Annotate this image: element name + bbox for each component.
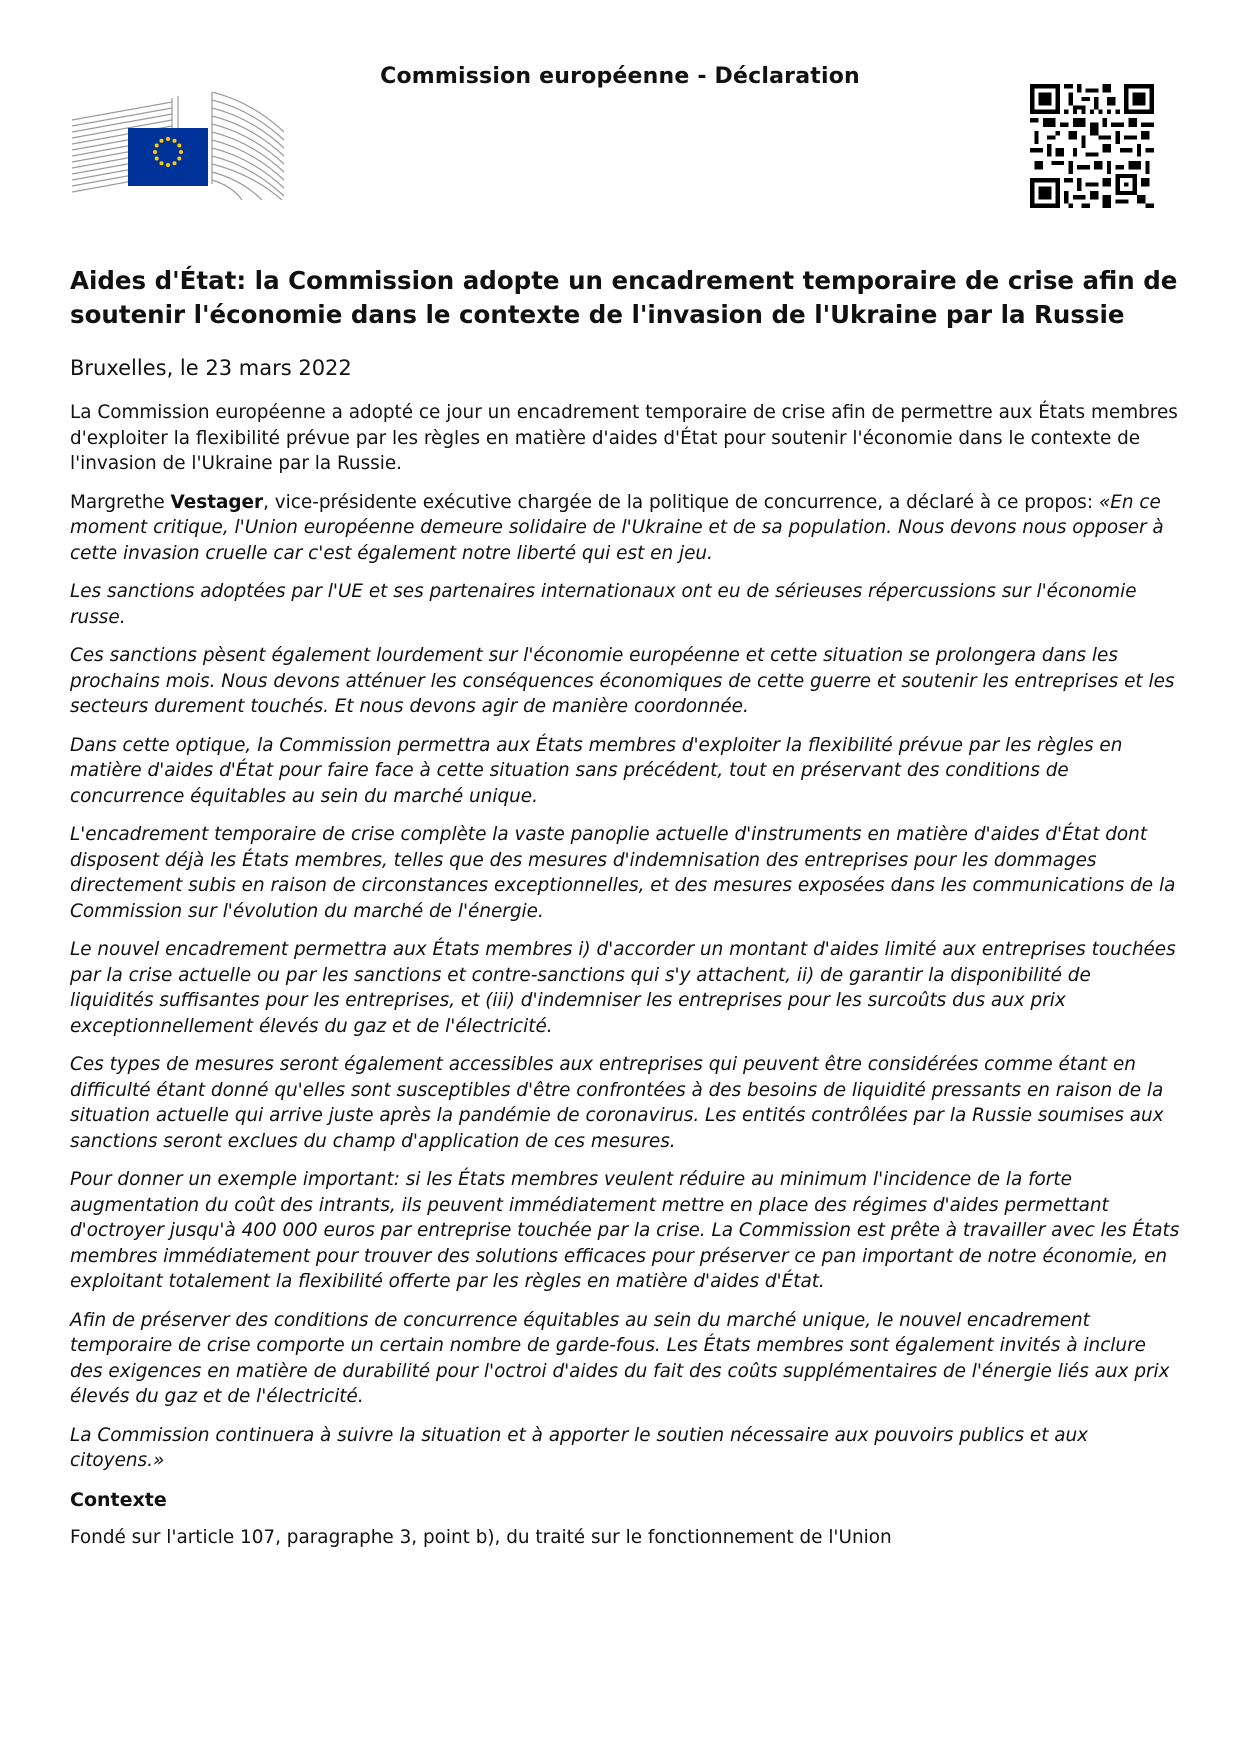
speaker-first-name: Margrethe xyxy=(70,491,171,513)
quote-paragraph-4: L'encadrement temporaire de crise complète la vaste panoplie actuelle d'instruments en matière d'aides d'État dont disposent déjà les États membres, telles que des mesures d'indemnisation des entreprises pour les dommages directement subis en raison de circonstances exceptionnelles, et des mesures exposées dans les communications de la Commission sur l'évolution du marché de l'énergie. xyxy=(70,824,1176,922)
article-title: Aides d'État: la Commission adopte un encadrement temporaire de crise afin de soutenir l'économie dans le contexte de l'invasion de l'Ukraine par la Russie xyxy=(70,266,1178,329)
intro-paragraph: La Commission européenne a adopté ce jour un encadrement temporaire de crise afin de permettre aux États membres d'exploiter la flexibilité prévue par les règles en matière d'aides d'État pour soutenir l'économie dans le contexte de l'invasion de l'Ukraine par la Russie. xyxy=(70,402,1178,474)
quote-paragraph-6: Ces types de mesures seront également accessibles aux entreprises qui peuvent être considérées comme étant en difficulté étant donné qu'elles sont susceptibles d'être confrontées à des besoins de liquidité pressants en raison de la situation actuelle qui arrive juste après la pandémie de coronavirus. Les entités contrôlées par la Russie soumises aux sanctions seront exclues du champ d'application de ces mesures. xyxy=(70,1054,1164,1152)
quote-opening: «En ce moment critique, l'Union européenne demeure solidaire de l'Ukraine et de sa population. Nous devons nous opposer à cette invasion cruelle car c'est également notre liberté qui est en jeu. xyxy=(70,491,1164,564)
quote-paragraph-8: Afin de préserver des conditions de concurrence équitables au sein du marché unique, le nouvel encadrement temporaire de crise comporte un certain nombre de garde-fous. Les États membres sont également invités à inclure des exigences en matière de durabilité pour l'octroi d'aides du fait des coûts supplémentaires de l'énergie liés aux prix élevés du gaz et de l'électricité. xyxy=(70,1309,1170,1407)
quote-paragraph-7: Pour donner un exemple important: si les États membres veulent réduire au minimum l'incidence de la forte augmentation du coût des intrants, ils peuvent immédiatement mettre en place des régimes d'aides permettant d'octroyer jusqu'à 400 000 euros par entreprise touchée par la crise. La Commission est prête à travailler avec les États membres immédiatement pour trouver des solutions efficaces pour préserver ce pan important de notre économie, en exploitant totalement la flexibilité offerte par les règles en matière d'aides d'État. xyxy=(70,1169,1180,1292)
qr-code xyxy=(1030,84,1154,208)
context-heading: Contexte xyxy=(70,1488,167,1511)
quote-paragraph-9: La Commission continuera à suivre la situation et à apporter le soutien nécessaire aux pouvoirs publics et aux citoyens.» xyxy=(70,1424,1089,1471)
quote-paragraph-5: Le nouvel encadrement permettra aux États membres i) d'accorder un montant d'aides limité aux entreprises touchées par la crise actuelle ou par les sanctions et contre-sanctions qui s'y attachent, ii) de garantir la disponibilité de liquidités suffisantes pour les entreprises, et (iii) d'indemniser les entreprises pour les surcoûts dus aux prix exceptionnellement élevés du gaz et de l'électricité. xyxy=(70,939,1176,1037)
quote-lead-paragraph xyxy=(70,490,1180,567)
quote-paragraph-2: Ces sanctions pèsent également lourdement sur l'économie européenne et cette situation se prolongera dans les prochains mois. Nous devons atténuer les conséquences économiques de cette guerre et soutenir les entreprises et les secteurs durement touchés. Et nous devons agir de manière coordonnée. xyxy=(70,645,1175,717)
quote-paragraph-3: Dans cette optique, la Commission permettra aux États membres d'exploiter la flexibilité prévue par les règles en matière d'aides d'État pour faire face à cette situation sans précédent, tout en préservant des conditions de concurrence équitables au sein du marché unique. xyxy=(70,734,1123,807)
context-paragraph: Fondé sur l'article 107, paragraphe 3, point b), du traité sur le fonctionnement de l'Union xyxy=(70,1526,892,1548)
speaker-role-text: , vice-présidente exécutive chargée de la politique de concurrence, a déclaré à ce propos: xyxy=(263,491,1099,513)
european-commission-logo xyxy=(72,92,284,200)
speaker-last-name: Vestager xyxy=(170,491,264,513)
quote-paragraph-1: Les sanctions adoptées par l'UE et ses partenaires internationaux ont eu de sérieuses répercussions sur l'économie russe. xyxy=(70,581,1137,628)
document-type-header: Commission européenne - Déclaration xyxy=(380,64,860,89)
dateline: Bruxelles, le 23 mars 2022 xyxy=(70,356,352,380)
article-body xyxy=(70,264,1180,1563)
eu-flag xyxy=(128,128,208,186)
